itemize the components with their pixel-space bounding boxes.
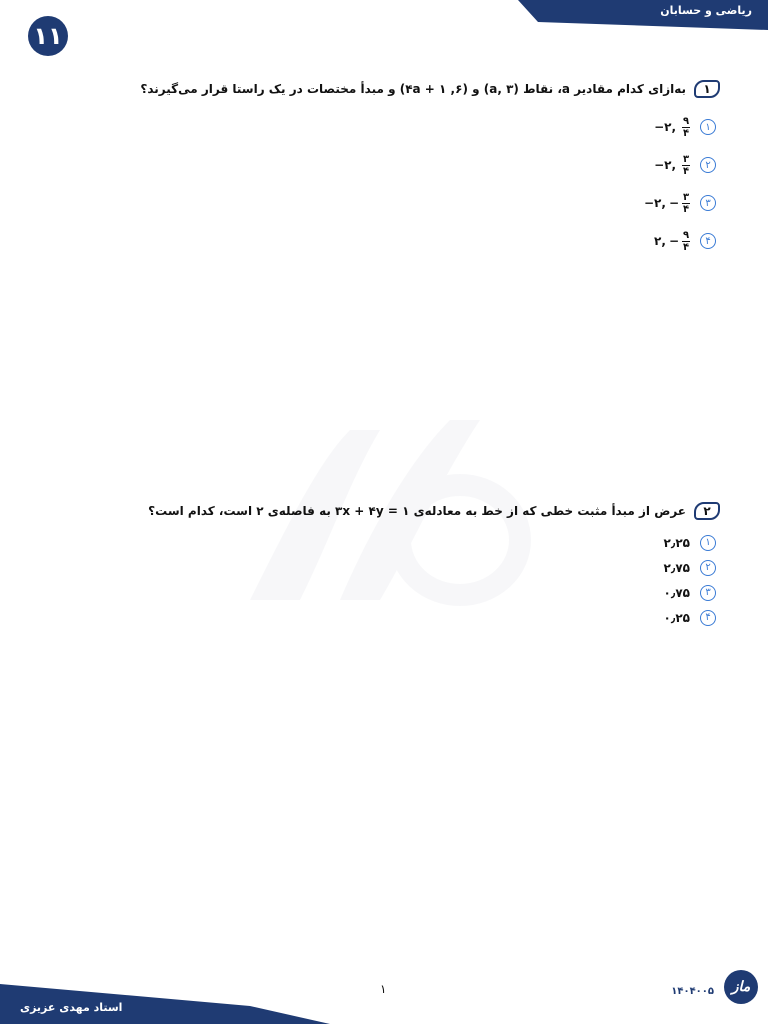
question-text: به‌ازای کدام مقادیر a، نقاط (a, ۳) و (۶, ۴a + ۱) و مبدأ مختصات در یک راستا قرار می‌گیرند؟ [140, 82, 686, 96]
option-4[interactable] [140, 222, 716, 260]
fraction: $\frac{۳}{۴}$ [682, 153, 690, 177]
option-number: ۴ [700, 610, 716, 626]
option-1[interactable] [148, 530, 716, 555]
option-number: ۳ [700, 585, 716, 601]
brand-logo-icon: ماز [724, 970, 758, 1004]
fraction: $\frac{۹}{۴}$ [682, 115, 690, 139]
document-code: ۱۴۰۴۰۰۵ [671, 986, 714, 997]
fraction: $\frac{۹}{۴}$ [682, 229, 690, 253]
subject-title: ریاضی و حسابان [660, 4, 752, 17]
option-1[interactable] [140, 108, 716, 146]
option-text: ۰٫۷۵ [663, 585, 690, 600]
question-1 [140, 80, 720, 260]
option-text: −۲, $\frac{۳}{۴}$ [654, 153, 690, 177]
fraction: $\frac{۳}{۴}$ [682, 191, 690, 215]
option-4[interactable] [148, 605, 716, 630]
page-number: ۱ [380, 982, 387, 996]
option-number: ۳ [700, 195, 716, 211]
option-text: ۰٫۲۵ [663, 610, 690, 625]
option-number: ۲ [700, 560, 716, 576]
option-number: ۱ [700, 535, 716, 551]
option-number: ۴ [700, 233, 716, 249]
grade-badge-icon: ۱۱ [28, 16, 68, 56]
question-text: عرض از مبدأ مثبت خطی که از خط به معادله‌ی ۳x + ۴y = ۱ به فاصله‌ی ۲ است، کدام است؟ [148, 504, 686, 518]
option-2[interactable] [148, 555, 716, 580]
option-3[interactable] [140, 184, 716, 222]
option-text: −۲, − $\frac{۳}{۴}$ [644, 191, 690, 215]
teacher-name: استاد مهدی عزیزی [20, 1001, 123, 1014]
option-3[interactable] [148, 580, 716, 605]
option-text: ۲٫۷۵ [663, 560, 690, 575]
question-2 [148, 502, 720, 630]
question-number: ۲ [694, 502, 720, 520]
options-list [140, 108, 716, 260]
question-number: ۱ [694, 80, 720, 98]
option-number: ۱ [700, 119, 716, 135]
option-number: ۲ [700, 157, 716, 173]
option-text: ۲٫۲۵ [663, 535, 690, 550]
option-2[interactable] [140, 146, 716, 184]
options-list [148, 530, 716, 630]
option-text: ۲, − $\frac{۹}{۴}$ [654, 229, 690, 253]
option-text: −۲, $\frac{۹}{۴}$ [654, 115, 690, 139]
